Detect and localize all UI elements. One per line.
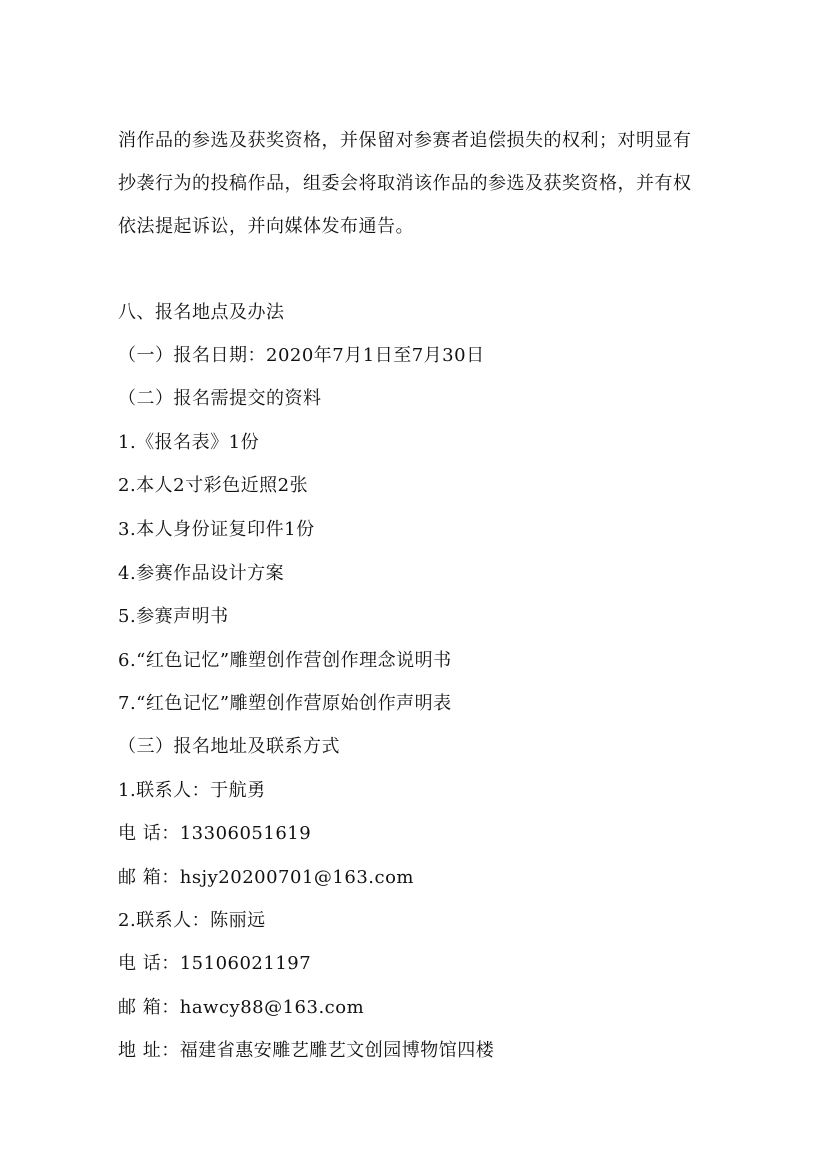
material-item: 7.“红色记忆”雕塑创作营原始创作声明表 xyxy=(118,693,452,714)
material-item: 1.《报名表》1份 xyxy=(118,432,260,453)
continuation-line-3: 依法提起诉讼，并向媒体发布通告。 xyxy=(118,216,414,237)
material-item: 3.本人身份证复印件1份 xyxy=(118,519,315,540)
material-item: 4.参赛作品设计方案 xyxy=(118,563,285,584)
contact-heading: （三）报名地址及联系方式 xyxy=(118,736,340,757)
registration-date: （一）报名日期：2020年7月1日至7月30日 xyxy=(118,345,485,366)
contact-line: 2.联系人：陈丽远 xyxy=(118,910,266,931)
contact-line: 地 址：福建省惠安雕艺雕艺文创园博物馆四楼 xyxy=(118,1040,495,1061)
material-item: 2.本人2寸彩色近照2张 xyxy=(118,475,309,496)
materials-heading: （二）报名需提交的资料 xyxy=(118,388,322,409)
contact-line: 电 话：15106021197 xyxy=(118,953,312,974)
material-item: 5.参赛声明书 xyxy=(118,606,229,627)
contact-line: 电 话：13306051619 xyxy=(118,823,312,844)
contact-line: 邮 箱：hawcy88@163.com xyxy=(118,997,365,1018)
section-heading: 八、报名地点及办法 xyxy=(118,302,285,323)
contact-line: 邮 箱：hsjy20200701@163.com xyxy=(118,867,414,888)
continuation-line-2: 抄袭行为的投稿作品，组委会将取消该作品的参选及获奖资格，并有权 xyxy=(118,173,692,194)
material-item: 6.“红色记忆”雕塑创作营创作理念说明书 xyxy=(118,650,452,671)
contact-line: 1.联系人：于航勇 xyxy=(118,780,266,801)
continuation-line-1: 消作品的参选及获奖资格，并保留对参赛者追偿损失的权利；对明显有 xyxy=(118,130,692,151)
